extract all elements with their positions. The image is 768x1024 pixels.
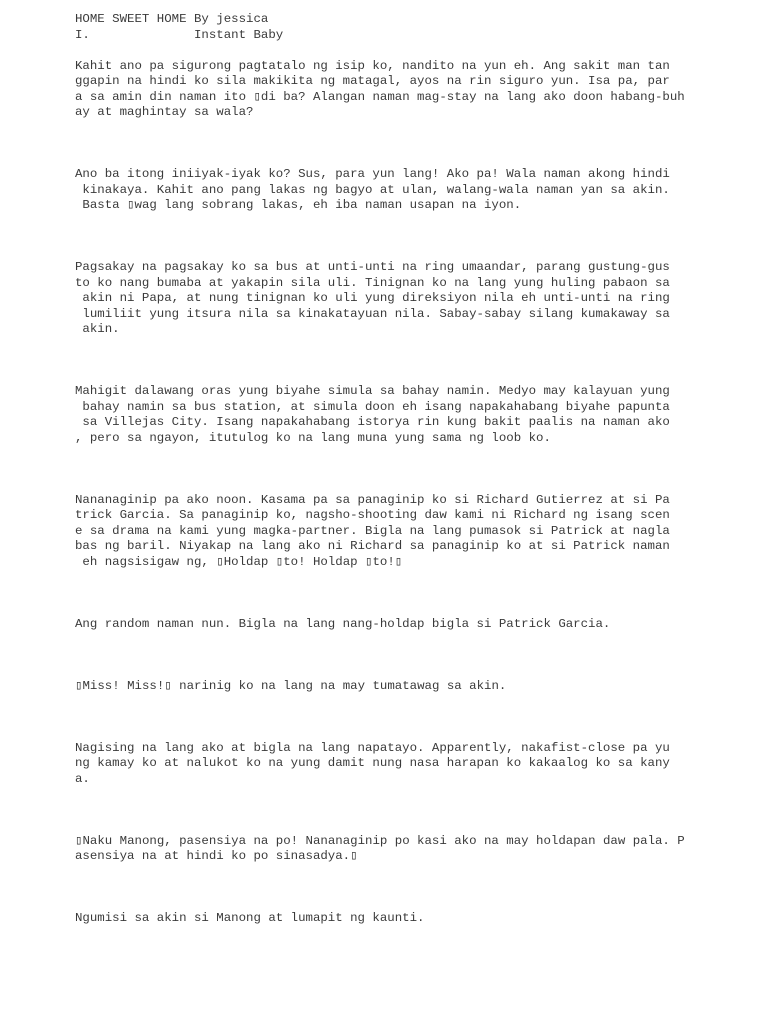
paragraph-line: akin. xyxy=(75,322,120,336)
paragraph-line: Nagising na lang ako at bigla na lang napatayo. Apparently, nakafist-close pa yu xyxy=(75,740,670,755)
paragraph xyxy=(75,59,755,121)
paragraph xyxy=(75,679,755,695)
paragraph xyxy=(75,167,755,214)
paragraph-line: ggapin na hindi ko sila makikita ng matagal, ayos na rin siguro yun. Isa pa, par xyxy=(75,74,670,88)
paragraph-line: Kahit ano pa sigurong pagtatalo ng isip ko, nandito na yun eh. Ang sakit man tan xyxy=(75,58,670,73)
paragraph xyxy=(75,617,755,633)
paragraph-line: ay at maghintay sa wala? xyxy=(75,105,254,119)
paragraph-line: e sa drama na kami yung magka-partner. Bigla na lang pumasok si Patrick at nagla xyxy=(75,523,670,538)
paragraph-line: lumiliit yung itsura nila sa kinakatayuan nila. Sabay-sabay silang kumakaway sa xyxy=(75,306,670,321)
paragraph-line: kinakaya. Kahit ano pang lakas ng bagyo at ulan, walang-wala naman yan sa akin. xyxy=(75,182,670,197)
paragraph-line: akin ni Papa, at nung tinignan ko uli yung direksiyon nila eh unti-unti na ring xyxy=(75,291,670,305)
paragraph-line: Nananaginip pa ako noon. Kasama pa sa panaginip ko si Richard Gutierrez at si Pa xyxy=(75,492,670,507)
paragraph xyxy=(75,741,755,788)
paragraph-line: asensiya na at hindi ko po sinasadya.▯ xyxy=(75,849,358,863)
paragraph xyxy=(75,384,755,446)
paragraph-line: a. xyxy=(75,771,90,786)
paragraph-line: ng kamay ko at nalukot ko na yung damit nung nasa harapan ko kakaalog ko sa kany xyxy=(75,756,670,770)
paragraph-line: bahay namin sa bus station, at simula doon eh isang napakahabang biyahe papunta xyxy=(75,399,670,414)
paragraph xyxy=(75,493,755,571)
document-page xyxy=(75,12,755,927)
paragraph-line: Basta ▯wag lang sobrang lakas, eh iba naman usapan na iyon. xyxy=(75,198,522,212)
paragraph-line: bas ng baril. Niyakap na lang ako ni Richard sa panaginip ko at si Patrick naman xyxy=(75,539,670,553)
paragraph-line: Pagsakay na pagsakay ko sa bus at unti-unti na ring umaandar, parang gustung-gus xyxy=(75,260,670,274)
paragraph-line: trick Garcia. Sa panaginip ko, nagsho-shooting daw kami ni Richard ng isang scen xyxy=(75,508,670,522)
paragraph-line: ▯Naku Manong, pasensiya na po! Nananaginip po kasi ako na may holdapan daw pala. P xyxy=(75,833,685,848)
paragraph-line: Mahigit dalawang oras yung biyahe simula sa bahay namin. Medyo may kalayuan yung xyxy=(75,384,670,398)
document-title: HOME SWEET HOME By jessica xyxy=(75,12,269,26)
paragraph-line: Ano ba itong iniiyak-iyak ko? Sus, para yun lang! Ako pa! Wala naman akong hindi xyxy=(75,167,670,181)
paragraph xyxy=(75,911,755,927)
paragraph-line: sa Villejas City. Isang napakahabang istorya rin kung bakit paalis na naman ako xyxy=(75,415,670,429)
paragraph-line: Ang random naman nun. Bigla na lang nang-holdap bigla si Patrick Garcia. xyxy=(75,616,611,631)
paragraph xyxy=(75,260,755,338)
paragraph-line: eh nagsisigaw ng, ▯Holdap ▯to! Holdap ▯to!▯ xyxy=(75,554,403,569)
paragraph-line: Ngumisi sa akin si Manong at lumapit ng kaunti. xyxy=(75,911,425,925)
paragraph-line: to ko nang bumaba at yakapin sila uli. Tinignan ko na lang yung huling pabaon sa xyxy=(75,275,670,290)
paragraph-line: ▯Miss! Miss!▯ narinig ko na lang na may tumatawag sa akin. xyxy=(75,678,507,693)
paragraph-line: a sa amin din naman ito ▯di ba? Alangan naman mag-stay na lang ako doon habang-buh xyxy=(75,89,685,104)
chapter-heading: I. Instant Baby xyxy=(75,27,284,42)
paragraph xyxy=(75,834,755,865)
paragraph-line: , pero sa ngayon, itutulog ko na lang muna yung sama ng loob ko. xyxy=(75,430,551,445)
